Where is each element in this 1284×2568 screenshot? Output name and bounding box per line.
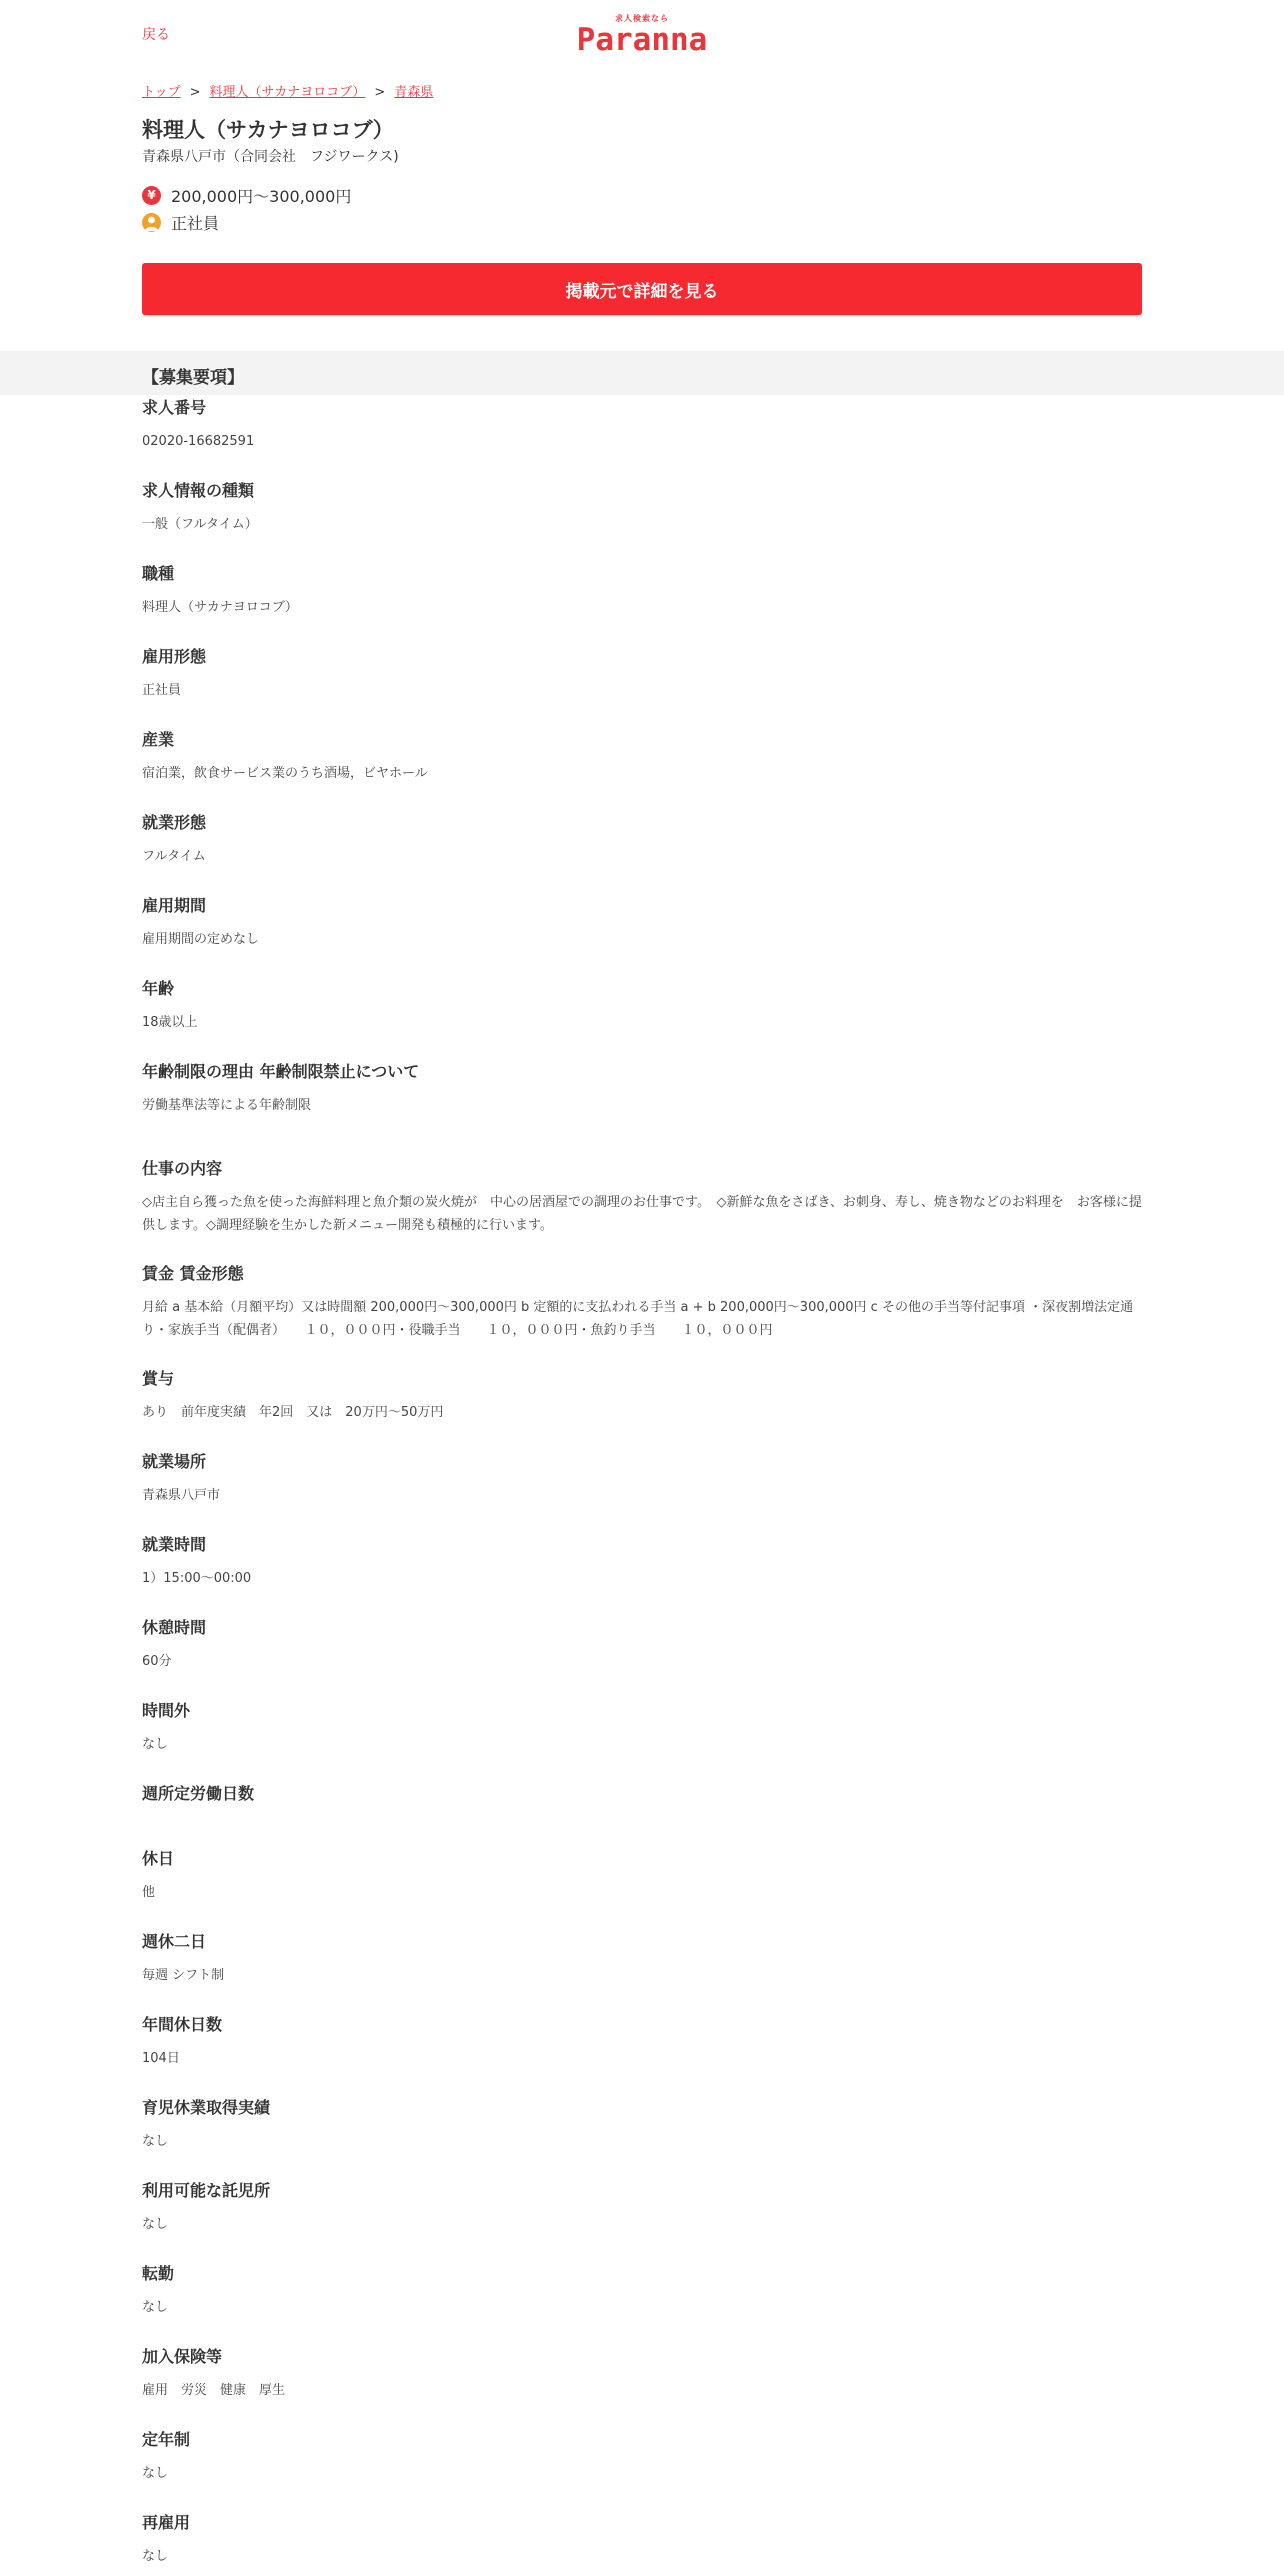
detail-item (142, 1701, 1142, 1756)
detail-item (142, 1618, 1142, 1673)
detail-item (142, 1062, 1142, 1117)
detail-label: 週所定労働日数 (142, 1784, 255, 1803)
detail-label: 賞与 (142, 1369, 175, 1388)
detail-item (142, 2015, 1142, 2070)
detail-item (142, 896, 1142, 951)
detail-item (142, 2430, 1142, 2485)
detail-value: 青森県八戸市 (142, 1488, 221, 1503)
detail-label: 就業時間 (142, 1535, 207, 1554)
detail-label: 休日 (142, 1849, 175, 1868)
detail-label: 利用可能な託児所 (142, 2181, 271, 2200)
detail-item (142, 564, 1142, 619)
detail-label: 年齢 (142, 979, 175, 998)
detail-item (142, 2347, 1142, 2402)
detail-value: フルタイム (142, 849, 206, 864)
logo-tagline: 求人検索なら (615, 14, 669, 23)
company-location: 青森県八戸市（合同会社 フジワークス) (142, 149, 399, 165)
detail-label: 賃金 賃金形態 (142, 1264, 244, 1283)
salary-range: 200,000円～300,000円 (171, 186, 352, 206)
detail-label: 就業形態 (142, 813, 207, 832)
breadcrumb-top[interactable]: トップ (142, 85, 181, 100)
detail-label: 年齢制限の理由 年齢制限禁止について (142, 1062, 420, 1081)
section-title: 【募集要項】 (142, 368, 244, 388)
detail-item (142, 647, 1142, 702)
detail-value: 60分 (142, 1654, 172, 1669)
detail-value: なし (142, 2300, 169, 2315)
detail-label: 加入保険等 (142, 2347, 223, 2366)
breadcrumb-separator: > (374, 85, 386, 100)
view-source-button[interactable]: 掲載元で詳細を見る (142, 263, 1142, 315)
detail-label: 休憩時間 (142, 1618, 207, 1637)
detail-value: なし (142, 2466, 169, 2481)
detail-value: 02020-16682591 (142, 434, 255, 449)
detail-value: 労働基準法等による年齢制限 (142, 1098, 312, 1113)
header (0, 0, 1284, 70)
detail-label: 職種 (142, 564, 175, 583)
detail-label: 就業場所 (142, 1452, 207, 1471)
detail-value: なし (142, 2217, 169, 2232)
detail-value: なし (142, 2134, 169, 2149)
detail-value: 1）15:00～00:00 (142, 1571, 252, 1586)
detail-value: 雇用期間の定めなし (142, 932, 260, 947)
breadcrumb-prefecture[interactable]: 青森県 (394, 85, 434, 100)
detail-label: 産業 (142, 730, 175, 749)
section-header (0, 351, 1284, 395)
detail-label: 雇用形態 (142, 647, 207, 666)
detail-value: 宿泊業，飲食サービス業のうち酒場，ビヤホール (142, 766, 428, 781)
person-icon (142, 213, 161, 232)
detail-label: 育児休業取得実績 (142, 2098, 271, 2117)
detail-value: 毎週 シフト制 (142, 1968, 225, 1983)
detail-item (142, 1159, 1142, 1237)
detail-value: なし (142, 1737, 169, 1752)
detail-value: あり 前年度実績 年2回 又は 20万円～50万円 (142, 1405, 444, 1420)
detail-label: 年間休日数 (142, 2015, 223, 2034)
detail-item (142, 2181, 1142, 2236)
detail-item (142, 1369, 1142, 1424)
detail-value: 月給 a 基本給（月額平均）又は時間額 200,000円～300,000円 b 定額的に支払われる手当 a + b 200,000円～300,000円 c その他の手当等付記事項 ・深夜割増法定通り・家族手当（配偶者） １０，０００円・役職手当 １０，０００円・魚釣り手当 １０，０００円 (142, 1300, 1134, 1338)
detail-label: 求人番号 (142, 398, 207, 417)
detail-item (142, 481, 1142, 536)
detail-item (142, 1784, 1142, 1816)
detail-item (142, 1264, 1142, 1342)
salary-row (142, 184, 1142, 206)
detail-label: 転勤 (142, 2264, 175, 2283)
site-logo[interactable] (575, 14, 709, 56)
detail-value: 104日 (142, 2051, 180, 2066)
detail-value: 雇用 労災 健康 厚生 (142, 2383, 286, 2398)
yen-icon: ¥ (142, 186, 161, 205)
detail-item (142, 2513, 1142, 2568)
detail-label: 雇用期間 (142, 896, 207, 915)
detail-label: 週休二日 (142, 1932, 207, 1951)
detail-value: 正社員 (142, 683, 182, 698)
detail-item (142, 1849, 1142, 1904)
detail-item (142, 979, 1142, 1034)
detail-value: ◇店主自ら獲った魚を使った海鮮料理と魚介類の炭火焼が 中心の居酒屋での調理のお仕事です。 ◇新鮮な魚をさばき、お刺身、寿し、焼き物などのお料理を お客様に提供します。◇調理経験を生かした新メニュー開発も積極的に行います。 (142, 1195, 1142, 1233)
detail-value: 他 (142, 1885, 156, 1900)
breadcrumb (142, 84, 1142, 102)
detail-item (142, 813, 1142, 868)
detail-value: 18歳以上 (142, 1015, 198, 1030)
detail-item (142, 2264, 1142, 2319)
detail-item (142, 1452, 1142, 1507)
job-title: 料理人（サカナヨロコブ） (142, 118, 394, 142)
detail-item (142, 2098, 1142, 2153)
detail-item (142, 1932, 1142, 1987)
detail-item (142, 398, 1142, 453)
detail-item (142, 730, 1142, 785)
detail-label: 時間外 (142, 1701, 191, 1720)
detail-item (142, 1535, 1142, 1590)
back-link[interactable]: 戻る (142, 27, 170, 43)
logo-wordmark: Paranna (576, 22, 708, 58)
employment-row (142, 211, 1142, 233)
detail-label: 仕事の内容 (142, 1159, 223, 1178)
detail-value: 一般（フルタイム） (142, 517, 258, 532)
detail-label: 求人情報の種類 (142, 481, 255, 500)
detail-value: なし (142, 2549, 169, 2564)
breadcrumb-job[interactable]: 料理人（サカナヨロコブ） (209, 85, 366, 100)
detail-value: 料理人（サカナヨロコブ） (142, 600, 298, 615)
breadcrumb-separator: > (189, 85, 201, 100)
employment-type: 正社員 (171, 213, 220, 233)
detail-label: 定年制 (142, 2430, 191, 2449)
detail-label: 再雇用 (142, 2513, 191, 2532)
